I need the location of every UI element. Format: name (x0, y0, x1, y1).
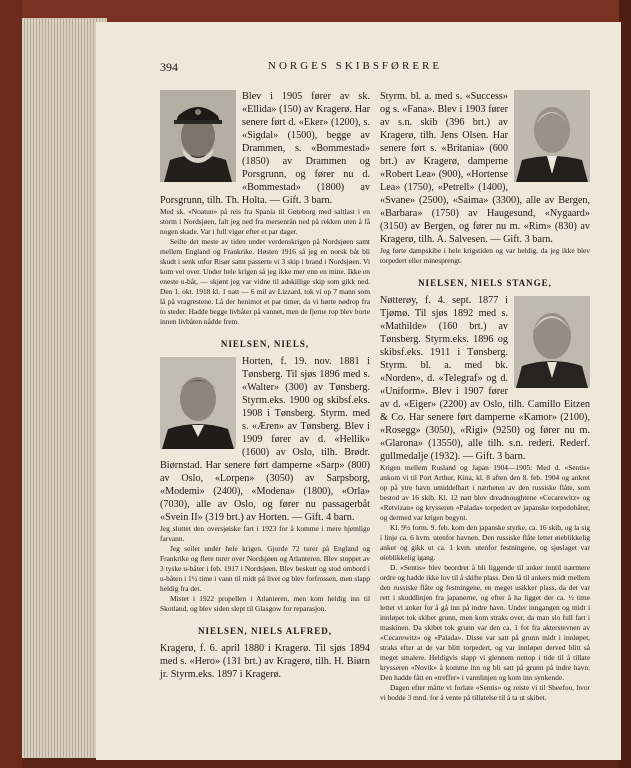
page-number: 394 (160, 60, 178, 74)
entry4-note2: Kl. 9½ form. 9. feb. kom den japanske styrke, ca. 16 skib, og la sig i linje ca. 6 kvm. utenfor havnen. Den russiske flåte lettet øieblikkelig anker og gikk ut ca. 1 kvm. utenfor festningene, og sjøslaget var øieblikkelig igang. (380, 523, 590, 562)
page-edges (22, 18, 107, 758)
entry2-heading: NIELSEN, NIELS, (220, 339, 310, 349)
entry3-continued-paragraph: Styrm. bl. a. med s. «Success» og s. «Fana». Blev i 1903 fører av s.n. skib (396 brt.) av Kragerø, tilh. Jens Olsen. Har senere ført s. «Britania» (600 brt.) av Kragerø, damperne «Robert Lea» (900), «Hortense Lea» (1750), «Petrell» (1400), «Svane» (2500), «Saima» (3300), alle av Bergen, «Barbara» (1750) av Haugesund, «Nygaard» (3150) av Bergen, og fører nu m. «Rim» (830) av Kragerø, tilh. A. Salvesen. — Gift. 3 barn. (380, 91, 590, 245)
entry2-paragraph: Horten, f. 19. nov. 1881 i Tønsberg. Til sjøs 1896 med s. «Walter» (300) av Tønsberg. Styrm.eks. 1900 og skibsf.eks. 1908 i Tønsberg. Styrm. med s. «Æren» av Tønsberg. Blev i 1909 fører av d. «Hellik» (1600) av Oslo, tilh. Brødr. Biørnstad. Har senere ført damperne «Sarp» (800) av Oslo, «Lorpen» (3050) av Sarpsborg, «Modemi» (2400), «Modena» (1800), «Orla» (7030), alle av Oslo, og fører nu passagerbåt «Svein II» (319 brt.) av Horten. — Gift. 4 barn. (160, 356, 370, 523)
portrait-photo-niels-stange (514, 296, 590, 388)
entry2-note2: Jeg seilet under hele krigen. Gjorde 72 turer på England og Frankrike og flere turer over Nordsjøen og Atlanteren. Blev stoppet av 3 tyske u-båter i feb. 1917 i Nordsjøen. Blev beskutt og stod ombord i u-båten i 1½ time i vann til midt på livet og blev forfrossen, men slapp heldig fra det. (160, 544, 370, 593)
entry1-paragraph: Blev i 1905 fører av sk. «Ellida» (150) av Kragerø. Har senere ført d. «Eker» (1200), s. «Sigdal» (1500), begge av Drammen, s. «Bommestad» (1850) av Drammen og Porsgrunn, og fører nu d. «Bommestad» (1800) av Porsgrunn, tilh. Th. Holta. — Gift. 3 barn. (160, 91, 370, 206)
entry4-note3: D. «Sentis» blev beordret å bli liggende til anker inntil nærmere ordre og hadde ikke lov til å skifte plass. Den lå til ankers midt mellem den russiske flåte og festningene, en meget usikker plass, da det var rett i skuddlinjen fra japanerne, og efter å ha ligget der ca. ½ time lettet vi anker for å gå inn på indre havn. Under inngangen og midt i innløpet tok skibet grunn, men kom straks over, da man slo full fart i maskinen. Da skibet tok grunn var den ca. 1 fot fra akterstevnen av «Cecarewitz» og «Palada». Disse var satt på grunn midt i innløpet, straks efter at de var blitt torpedert, og var innløpet derved blitt så meget smalere. Heldigvis slapp vi glennem nettop i tide til å tillate krysseren «Novik» å komme inn og bli satt på grunn på indre havn. Den hadde fått en «treffer» i vannlinjen og kom inn synkende. (380, 563, 590, 682)
entry2-note3: Mistet i 1922 propellen i Atlanteren, men kom heldig inn til Skotland, og blev siden slept til Glasgow for reparasjon. (160, 594, 370, 613)
entry3-heading: NIELSEN, NIELS ALFRED, (197, 626, 333, 636)
book-page (96, 22, 621, 760)
entry1-note1: Med sk. «Noatun» på reis fra Spania til Gøteborg med saltlast i en storm i Nordsjøen, falt jeg ned fra mersenrån ned på rekken uten å få nogen skade. Var i full vigør efter et par dager. (160, 207, 370, 236)
left-column (160, 90, 370, 681)
entry3-note1: Jeg førte dampskibe i hele krigstiden og var heldig, da jeg ikke blev torpedert eller minesprengt. (380, 246, 590, 265)
portrait-photo-niels-alfred (514, 90, 590, 182)
entry3-paragraph: Kragerø, f. 6. april 1880 i Kragerø. Til sjøs 1894 med s. «Hero» (131 brt.) av Kragerø, tilh. H. Biørn jr. Styrm.eks. 1897 i Kragerø. (160, 643, 370, 680)
entry2-note1: Jeg sluttet den oversjøiske fart i 1923 for å komme i mere hjemlige farvann. (160, 524, 370, 543)
portrait-photo-captain-cap (160, 90, 236, 182)
entry1-note2: Seilte det meste av tiden under verdenskrigen på Nordsjøen samt mellem England og Frankrike. Høsten 1916 så jeg en norsk båt bli skudt i senk utfor Risør samt passerte vi 3 skip i brand i Nordsjøen. Vi kom vel over. Under hele krigen så jeg ikke mer enn en mine. Ikke en eneste u-båt, — skjønt jeg var vidne til adskillige skip som gikk ned. Den 1. okt. 1918 kl. 1 natt — 6 mil av Lizzard, tok vi op 7 mann som lå på vragrestene. Lå der henimot et par timer, da vi hørte nødrop fra to steder. Hadde begge livbåter på vannet, men de fjerne rop blev borte innen livbåten nådde frem. (160, 237, 370, 326)
page-header (160, 60, 621, 76)
entry4-note1: Krigen mellem Rusland og Japan 1904—1905: Med d. «Sentis» ankom vi til Port Arthur, Kina, kl. 8 aften den 8. feb. 1904 og ankret op på ytre havn umiddelbart i nærheten av den russiske flåte, som bestod av 16 skib. Kl. 12 natt blev dreadnoughtene «Cecarewitz» og «Retvizan» og krysseren «Palada» torpedert av japanske torpedobåter, og dermed var krigen begynt. (380, 463, 590, 522)
entry4-note4: Dagen efter måtte vi forlate «Sentis» og reiste vi til Sheefoo, hvor vi bodde 3 mnd. for å vente på tillatelse til å ta ut skibet. (380, 683, 590, 702)
running-title: NORGES SKIBSFØRERE (268, 60, 443, 72)
entry4-paragraph: Nøtterøy, f. 4. sept. 1877 i Tjømø. Til sjøs 1892 med s. «Mathilde» (160 brt.) av Tønsberg. Styrm.eks. 1896 og skibsf.eks. 1911 i Tønsberg. Styrm. bl. a. med bk. «Norden», d. «Telegraf» og d. «Uniform». Blev i 1907 fører av d. «Eiger» (2200) av Oslo, tilh. Camillo Eitzen & Co. Har senere ført damperne «Kamor» (2100), «Rosegg» (3050), «Rigi» (9250) og fører nu m. «Glarona» (13550), alle tilh. s.n. rederi. Rederf. gullmedalje (1932). — Gift. 3 barn. (380, 295, 590, 462)
right-column (380, 90, 590, 703)
entry4-heading: NIELSEN, NIELS STANGE, (418, 278, 552, 288)
portrait-photo-niels-nielsen (160, 357, 236, 449)
book-cover-spine (0, 0, 22, 768)
